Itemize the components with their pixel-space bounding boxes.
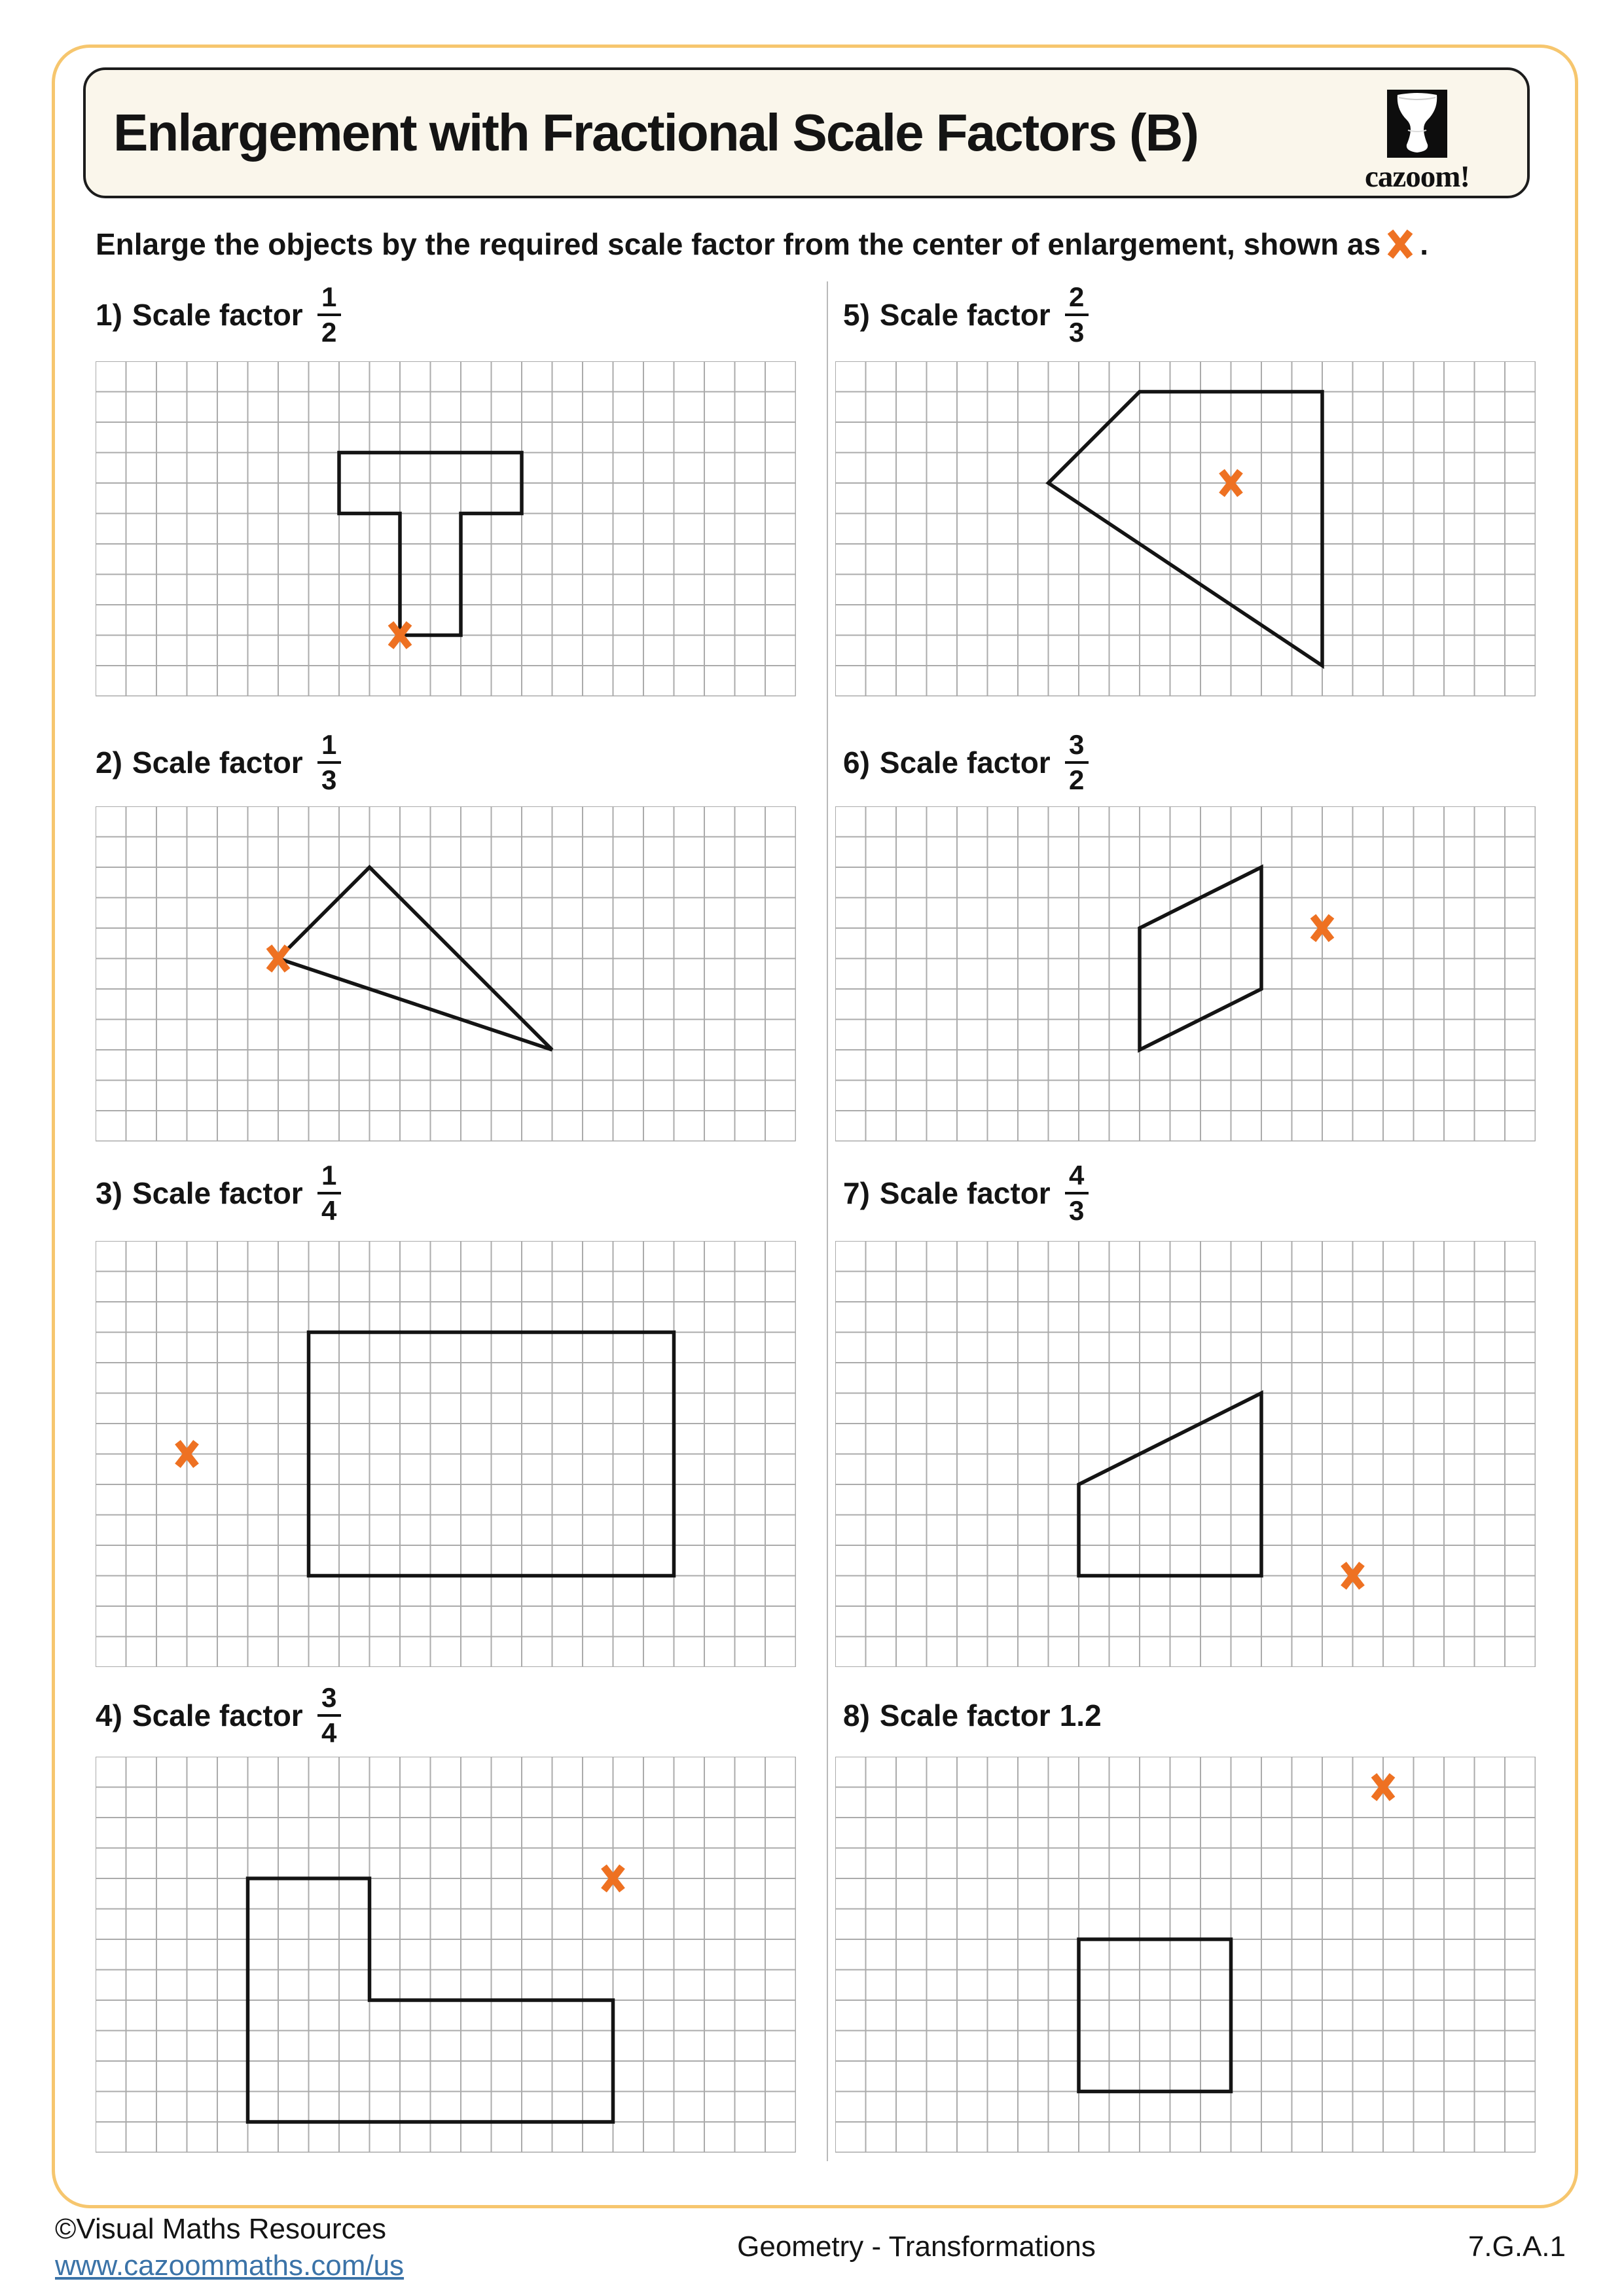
grid	[96, 806, 796, 1141]
grid-lines	[96, 806, 796, 1141]
fraction-numerator: 2	[1069, 281, 1085, 312]
scale-factor-fraction	[317, 283, 341, 347]
question-header	[843, 1147, 1089, 1240]
fraction-denominator: 3	[321, 764, 337, 795]
fraction-denominator: 3	[1069, 317, 1085, 348]
question-number: 4)	[96, 1698, 122, 1732]
fraction-numerator: 1	[321, 729, 337, 760]
grid-lines	[835, 806, 1536, 1141]
question-header	[843, 716, 1089, 809]
grid	[96, 1241, 796, 1667]
question-number: 1)	[96, 298, 122, 332]
scale-factor-fraction	[317, 1161, 341, 1225]
fraction-denominator: 2	[1069, 764, 1085, 795]
fraction-bar	[317, 314, 341, 316]
header	[83, 67, 1530, 198]
grid	[96, 1757, 796, 2153]
question-label: Scale factor	[132, 745, 303, 780]
cazoom-logo	[1345, 90, 1489, 194]
question-number: 3)	[96, 1176, 122, 1210]
grid	[835, 361, 1536, 696]
fraction-bar	[317, 1192, 341, 1194]
question-label: Scale factor	[879, 298, 1051, 332]
fraction-numerator: 3	[1069, 729, 1085, 760]
footer-category: Geometry - Transformations	[737, 2231, 1096, 2263]
fraction-numerator: 4	[1069, 1160, 1085, 1191]
question-label: Scale factor	[879, 1176, 1051, 1210]
question-header	[96, 716, 341, 809]
footer-standard: 7.G.A.1	[1468, 2231, 1566, 2263]
fraction-numerator: 1	[321, 281, 337, 312]
instruction	[96, 226, 1549, 262]
fraction-numerator: 1	[321, 1160, 337, 1191]
grid-lines	[96, 1241, 796, 1667]
question-header	[96, 268, 341, 361]
grid	[835, 806, 1536, 1141]
fraction-denominator: 2	[321, 317, 337, 348]
question-label: Scale factor	[132, 298, 303, 332]
object-shape	[1079, 1939, 1231, 2092]
scale-factor-fraction	[1065, 1161, 1089, 1225]
center-marker-glyph	[1387, 228, 1413, 260]
logo-wordmark: cazoom!	[1364, 160, 1470, 194]
question-number: 2)	[96, 745, 122, 780]
question-header	[96, 1669, 341, 1762]
fraction-denominator: 3	[1069, 1195, 1085, 1226]
grid	[835, 1241, 1536, 1667]
instruction-text: Enlarge the objects by the required scale factor from the center of enlargement, shown as	[96, 227, 1381, 261]
question-header	[96, 1147, 341, 1240]
scale-factor-fraction	[317, 1683, 341, 1748]
grid	[835, 1757, 1536, 2153]
fraction-numerator: 3	[321, 1682, 337, 1713]
page-title: Enlargement with Fractional Scale Factors (B)	[113, 103, 1199, 162]
question-number: 8)	[843, 1698, 870, 1732]
question-number: 6)	[843, 745, 870, 780]
footer-link[interactable]: www.cazoommaths.com/us	[55, 2250, 405, 2282]
question-number: 5)	[843, 298, 870, 332]
column-divider	[827, 281, 828, 2161]
question-label: Scale factor	[879, 1698, 1051, 1732]
grid-lines	[96, 1757, 796, 2153]
footer-left	[55, 2211, 404, 2284]
question-label: Scale factor	[879, 745, 1051, 780]
grid-lines	[96, 361, 796, 696]
scale-factor-fraction	[1065, 730, 1089, 795]
fraction-bar	[1065, 314, 1089, 316]
fraction-denominator: 4	[321, 1195, 337, 1226]
grid	[96, 361, 796, 696]
question-number: 7)	[843, 1176, 870, 1210]
footer-copyright: ©Visual Maths Resources	[55, 2213, 387, 2245]
scale-factor-decimal: 1.2	[1059, 1698, 1102, 1732]
fraction-bar	[1065, 761, 1089, 764]
question-label: Scale factor	[132, 1698, 303, 1732]
fraction-denominator: 4	[321, 1717, 337, 1748]
fraction-bar	[1065, 1192, 1089, 1194]
instruction-period: .	[1420, 227, 1428, 261]
object-shape	[1049, 392, 1323, 666]
grid-lines	[835, 1241, 1536, 1667]
scale-factor-fraction	[317, 730, 341, 795]
fraction-bar	[317, 1714, 341, 1717]
scale-factor-fraction	[1065, 283, 1089, 347]
question-header	[843, 1669, 1102, 1762]
grid-lines	[835, 361, 1536, 696]
question-header	[843, 268, 1089, 361]
fraction-bar	[317, 761, 341, 764]
drum-icon	[1387, 90, 1447, 158]
question-label: Scale factor	[132, 1176, 303, 1210]
